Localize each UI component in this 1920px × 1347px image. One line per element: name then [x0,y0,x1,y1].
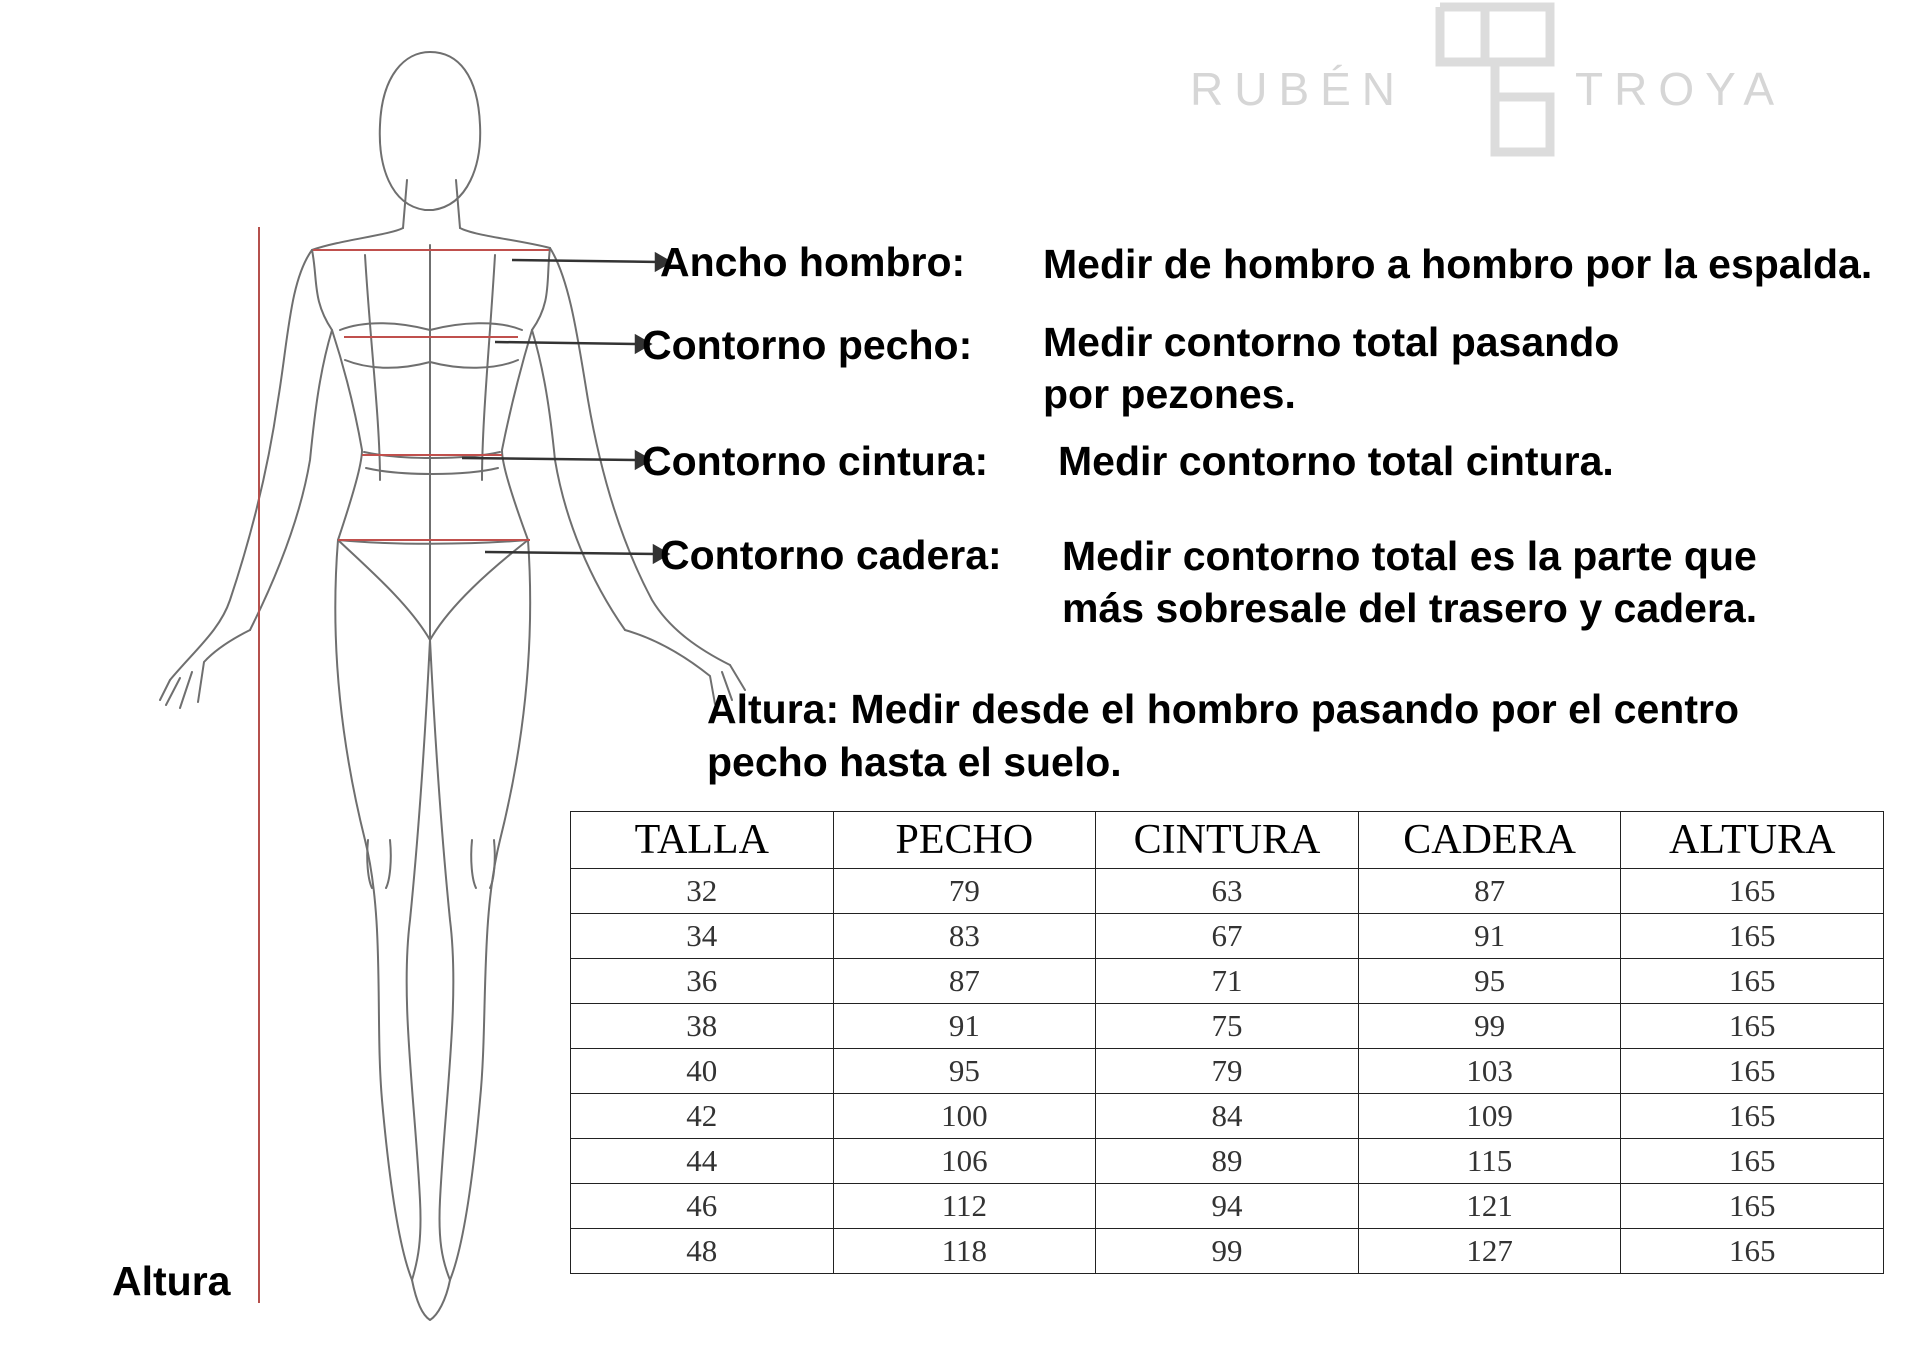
cell-talla: 46 [571,1184,834,1229]
cell-talla: 48 [571,1229,834,1274]
cell-cadera: 91 [1358,914,1621,959]
cell-cadera: 109 [1358,1094,1621,1139]
cell-cintura: 94 [1096,1184,1359,1229]
brand-name-right: TROYA [1575,63,1786,115]
altura-side-label: Altura [112,1258,231,1304]
cell-pecho: 118 [833,1229,1096,1274]
desc-ancho-hombro [1043,238,1872,290]
cell-cadera: 121 [1358,1184,1621,1229]
label-contorno-pecho: Contorno pecho: [642,322,973,368]
table-row [571,1049,1884,1094]
cell-altura: 165 [1621,914,1884,959]
desc-contorno-pecho [1043,316,1619,420]
cell-talla: 34 [571,914,834,959]
table-row [571,1184,1884,1229]
altura-line: pecho hasta el suelo. [707,739,1122,785]
brand-monogram-icon [1435,2,1565,157]
desc-line: Medir de hombro a hombro por la espalda. [1043,241,1873,287]
col-header-cadera: CADERA [1358,812,1621,869]
cell-cadera: 95 [1358,959,1621,1004]
desc-line: Medir contorno total cintura. [1058,438,1614,484]
cell-altura: 165 [1621,1004,1884,1049]
cell-pecho: 87 [833,959,1096,1004]
cell-talla: 36 [571,959,834,1004]
table-row [571,869,1884,914]
table-row [571,914,1884,959]
cell-pecho: 95 [833,1049,1096,1094]
cell-altura: 165 [1621,1094,1884,1139]
cell-cadera: 103 [1358,1049,1621,1094]
cell-pecho: 112 [833,1184,1096,1229]
size-chart-table [570,811,1884,1274]
col-header-altura: ALTURA [1621,812,1884,869]
table-row [571,1004,1884,1049]
cell-pecho: 100 [833,1094,1096,1139]
cell-cadera: 115 [1358,1139,1621,1184]
altura-line: Altura: Medir desde el hombro pasando por el centro [707,686,1739,732]
cell-cintura: 99 [1096,1229,1359,1274]
col-header-talla: TALLA [571,812,834,869]
table-header-row [571,812,1884,869]
cell-cintura: 79 [1096,1049,1359,1094]
cell-pecho: 83 [833,914,1096,959]
cell-cintura: 67 [1096,914,1359,959]
cell-cintura: 89 [1096,1139,1359,1184]
brand-name-left: RUBÉN [1190,63,1407,115]
desc-contorno-cintura [1058,435,1614,487]
cell-cintura: 84 [1096,1094,1359,1139]
desc-contorno-cadera [1062,530,1757,634]
cell-talla: 40 [571,1049,834,1094]
cell-altura: 165 [1621,869,1884,914]
cell-talla: 42 [571,1094,834,1139]
col-header-pecho: PECHO [833,812,1096,869]
cell-altura: 165 [1621,1049,1884,1094]
cell-cintura: 63 [1096,869,1359,914]
table-row [571,1094,1884,1139]
altura-instruction [707,683,1739,789]
cell-talla: 44 [571,1139,834,1184]
cell-altura: 165 [1621,959,1884,1004]
cell-altura: 165 [1621,1184,1884,1229]
desc-line: más sobresale del trasero y cadera. [1062,585,1758,631]
cell-altura: 165 [1621,1139,1884,1184]
cell-cadera: 87 [1358,869,1621,914]
cell-cadera: 99 [1358,1004,1621,1049]
cell-talla: 38 [571,1004,834,1049]
cell-altura: 165 [1621,1229,1884,1274]
table-row [571,959,1884,1004]
cell-cintura: 71 [1096,959,1359,1004]
cell-talla: 32 [571,869,834,914]
desc-line: Medir contorno total es la parte que [1062,533,1757,579]
col-header-cintura: CINTURA [1096,812,1359,869]
label-contorno-cadera: Contorno cadera: [660,532,1002,578]
label-contorno-cintura: Contorno cintura: [642,438,989,484]
cell-pecho: 106 [833,1139,1096,1184]
height-measure-line [258,227,260,1303]
label-ancho-hombro: Ancho hombro: [660,239,966,285]
table-row [571,1139,1884,1184]
cell-cintura: 75 [1096,1004,1359,1049]
cell-cadera: 127 [1358,1229,1621,1274]
cell-pecho: 91 [833,1004,1096,1049]
desc-line: por pezones. [1043,371,1296,417]
table-row [571,1229,1884,1274]
brand-logo [1190,2,1850,162]
cell-pecho: 79 [833,869,1096,914]
desc-line: Medir contorno total pasando [1043,319,1620,365]
